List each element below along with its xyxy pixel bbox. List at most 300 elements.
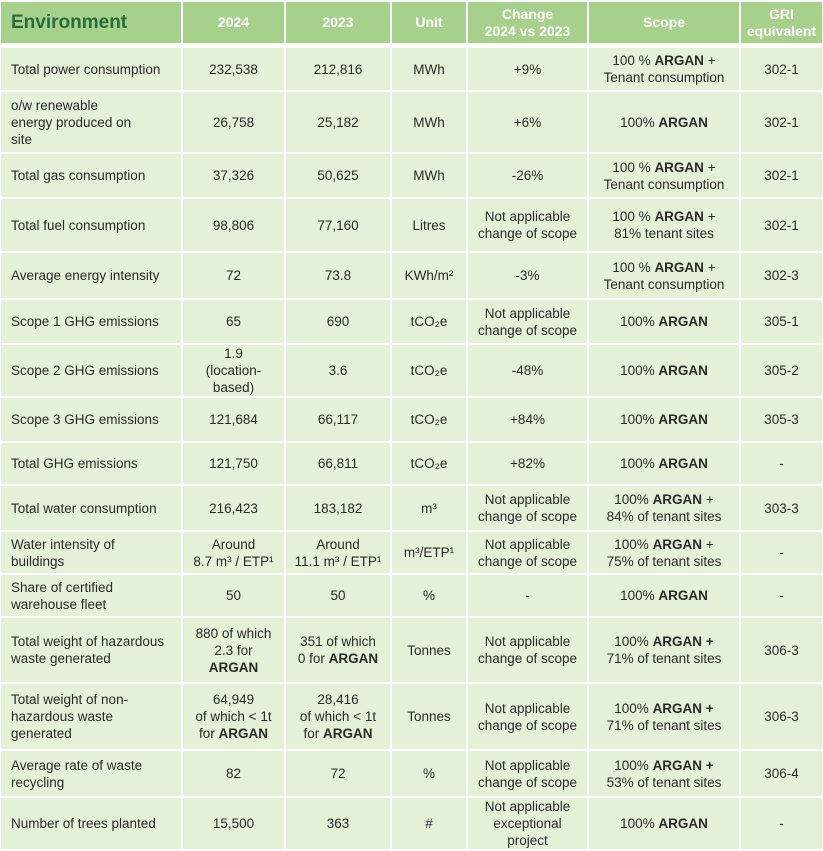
change-cell bbox=[467, 797, 588, 850]
scope-text: + bbox=[703, 53, 716, 68]
gri-line: 302-3 bbox=[764, 268, 799, 283]
value-2024-cell bbox=[182, 531, 285, 574]
change-line: +9% bbox=[513, 61, 542, 77]
scope-line bbox=[612, 209, 715, 224]
value-2024-line: 26,758 bbox=[212, 114, 255, 130]
change-line: change of scope bbox=[477, 717, 578, 733]
gri-line: 303-3 bbox=[764, 500, 799, 516]
scope-line bbox=[607, 775, 722, 790]
scope-line bbox=[604, 70, 725, 85]
unit-line: MWh bbox=[413, 168, 445, 183]
value-2024-line: Around bbox=[211, 536, 256, 552]
gri-cell bbox=[740, 344, 822, 397]
scope-text: Tenant consumption bbox=[603, 70, 725, 85]
unit-cell bbox=[391, 442, 467, 485]
change-line: Not applicable bbox=[484, 700, 571, 716]
scope-line bbox=[614, 634, 713, 649]
table-row bbox=[1, 617, 822, 683]
indicator-cell bbox=[1, 198, 182, 252]
scope-cell bbox=[588, 531, 740, 574]
gri-line: 305-1 bbox=[764, 314, 799, 329]
indicator-line: Water intensity of bbox=[11, 536, 115, 552]
argan-emphasis: ARGAN bbox=[218, 726, 268, 741]
scope-text: 100% bbox=[614, 757, 653, 773]
scope-text: 100% bbox=[620, 588, 659, 603]
scope-cell bbox=[588, 750, 740, 797]
header-change-line2: 2024 vs 2023 bbox=[484, 22, 571, 39]
table-row bbox=[1, 344, 822, 397]
value-2023-cell bbox=[285, 344, 391, 397]
scope-text: 100 % bbox=[612, 53, 655, 68]
value-2024-cell bbox=[182, 91, 285, 153]
indicator-cell bbox=[1, 48, 182, 91]
scope-text: 100 % bbox=[612, 209, 655, 224]
unit-cell bbox=[391, 574, 467, 617]
unit-cell bbox=[391, 617, 467, 683]
change-cell bbox=[467, 91, 588, 153]
unit-line: tCO₂e bbox=[410, 412, 448, 427]
scope-line bbox=[612, 160, 715, 175]
gri-line: - bbox=[779, 588, 784, 603]
value-2023-line bbox=[300, 634, 376, 649]
change-cell bbox=[467, 485, 588, 531]
value-2023-line: 50,625 bbox=[317, 168, 359, 183]
change-cell bbox=[467, 198, 588, 252]
indicator-line: energy produced on bbox=[11, 114, 132, 130]
indicator-line: Total weight of hazardous bbox=[11, 634, 165, 649]
scope-line bbox=[607, 554, 722, 569]
indicator-line: Total water consumption bbox=[11, 500, 157, 516]
change-line: exceptional project bbox=[493, 816, 562, 848]
value-2024-line: 98,806 bbox=[212, 217, 255, 233]
argan-emphasis: ARGAN bbox=[658, 456, 708, 471]
value-2023-text: 28,416 bbox=[317, 692, 359, 707]
gri-cell bbox=[740, 683, 822, 750]
scope-line bbox=[620, 314, 708, 329]
argan-emphasis: ARGAN + bbox=[652, 757, 714, 773]
argan-emphasis: ARGAN bbox=[658, 363, 708, 378]
change-line: -3% bbox=[515, 268, 540, 283]
unit-cell bbox=[391, 299, 467, 344]
argan-emphasis: ARGAN bbox=[658, 588, 708, 603]
indicator-line: recycling bbox=[11, 774, 65, 790]
indicator-cell bbox=[1, 617, 182, 683]
unit-cell bbox=[391, 344, 467, 397]
unit-line: m³ bbox=[421, 500, 437, 516]
scope-line bbox=[620, 115, 708, 130]
unit-line: % bbox=[422, 766, 435, 781]
header-change-line1: Change bbox=[501, 5, 554, 22]
scope-text: 100% bbox=[614, 492, 653, 507]
scope-line bbox=[614, 758, 713, 773]
change-cell bbox=[467, 344, 588, 397]
change-line: Not applicable bbox=[484, 634, 571, 649]
gri-line: 305-3 bbox=[764, 412, 799, 427]
value-2024-cell bbox=[182, 442, 285, 485]
unit-line: % bbox=[422, 588, 435, 603]
value-2023-cell bbox=[285, 617, 391, 683]
argan-emphasis: ARGAN bbox=[652, 536, 703, 552]
table-row bbox=[1, 299, 822, 344]
value-2024-cell bbox=[182, 252, 285, 299]
unit-cell bbox=[391, 153, 467, 198]
indicator-cell bbox=[1, 397, 182, 442]
scope-text: 100% bbox=[620, 363, 659, 378]
value-2024-line: 216,423 bbox=[209, 500, 258, 516]
scope-text: + bbox=[703, 209, 716, 224]
change-line: -48% bbox=[511, 363, 544, 378]
value-2024-line bbox=[213, 692, 254, 707]
indicator-cell bbox=[1, 442, 182, 485]
change-line: change of scope bbox=[477, 226, 578, 241]
scope-line bbox=[620, 412, 708, 427]
value-2023-line: 183,182 bbox=[313, 500, 363, 516]
value-2024-line bbox=[196, 626, 272, 641]
value-2023-line: 66,811 bbox=[317, 456, 359, 471]
scope-cell bbox=[588, 153, 740, 198]
scope-cell bbox=[588, 91, 740, 153]
unit-line: tCO₂e bbox=[410, 456, 448, 471]
value-2024-text: of which < 1t bbox=[195, 709, 272, 724]
gri-line: 306-3 bbox=[764, 709, 799, 724]
change-line: Not applicable bbox=[484, 305, 571, 321]
value-2024-line: 121,684 bbox=[209, 412, 258, 427]
value-2023-text: for bbox=[303, 726, 323, 741]
indicator-cell bbox=[1, 344, 182, 397]
scope-text: 100% bbox=[614, 536, 653, 552]
change-cell bbox=[467, 153, 588, 198]
indicator-line: site bbox=[11, 131, 33, 147]
scope-line bbox=[614, 537, 713, 552]
value-2024-cell bbox=[182, 153, 285, 198]
indicator-line: hazardous waste bbox=[11, 709, 114, 724]
change-line: change of scope bbox=[477, 509, 578, 524]
scope-line bbox=[614, 492, 713, 507]
value-2023-cell bbox=[285, 531, 391, 574]
change-line: Not applicable bbox=[484, 209, 571, 224]
indicator-cell bbox=[1, 531, 182, 574]
value-2023-cell bbox=[285, 574, 391, 617]
scope-text: 100% bbox=[620, 114, 659, 130]
table-row bbox=[1, 797, 822, 850]
value-2024-line: 1.9 bbox=[224, 346, 243, 361]
indicator-cell bbox=[1, 252, 182, 299]
value-2023-line: 690 bbox=[326, 314, 350, 329]
gri-cell bbox=[740, 442, 822, 485]
gri-cell bbox=[740, 48, 822, 91]
argan-emphasis: ARGAN bbox=[323, 726, 373, 741]
unit-cell bbox=[391, 797, 467, 850]
argan-emphasis: ARGAN bbox=[652, 492, 703, 507]
scope-cell bbox=[588, 299, 740, 344]
value-2024-cell bbox=[182, 344, 285, 397]
scope-cell bbox=[588, 252, 740, 299]
scope-line bbox=[612, 260, 715, 275]
unit-cell bbox=[391, 485, 467, 531]
scope-text: 84% of tenant sites bbox=[606, 509, 722, 524]
scope-text: 100 % bbox=[612, 259, 655, 275]
indicator-line: warehouse fleet bbox=[11, 596, 107, 612]
scope-cell bbox=[588, 442, 740, 485]
unit-cell bbox=[391, 198, 467, 252]
change-cell bbox=[467, 48, 588, 91]
change-line: - bbox=[525, 588, 530, 603]
change-cell bbox=[467, 397, 588, 442]
change-line: +84% bbox=[510, 412, 545, 427]
value-2023-cell bbox=[285, 442, 391, 485]
change-line: change of scope bbox=[477, 651, 578, 666]
gri-line: 302-1 bbox=[764, 217, 799, 233]
header-scope: Scope bbox=[588, 2, 740, 43]
value-2023-line: 72 bbox=[330, 766, 346, 781]
gri-cell bbox=[740, 485, 822, 531]
scope-text: 100% bbox=[620, 412, 659, 427]
value-2023-cell bbox=[285, 397, 391, 442]
table-row bbox=[1, 48, 822, 91]
indicator-line: Total gas consumption bbox=[11, 168, 146, 183]
gri-cell bbox=[740, 91, 822, 153]
scope-cell bbox=[588, 397, 740, 442]
value-2024-line: 121,750 bbox=[209, 456, 258, 471]
gri-cell bbox=[740, 797, 822, 850]
value-2024-line: 8.7 m³ / ETP¹ bbox=[193, 553, 274, 569]
value-2024-cell bbox=[182, 617, 285, 683]
value-2024-cell bbox=[182, 299, 285, 344]
value-2023-text: of which < 1t bbox=[299, 709, 377, 724]
unit-line: Tonnes bbox=[407, 709, 451, 724]
value-2023-line bbox=[300, 709, 376, 724]
scope-text: 100% bbox=[614, 634, 653, 649]
table-row bbox=[1, 750, 822, 797]
change-cell bbox=[467, 531, 588, 574]
gri-line: 302-1 bbox=[764, 61, 799, 77]
scope-cell bbox=[588, 198, 740, 252]
scope-text: Tenant consumption bbox=[603, 276, 725, 292]
value-2024-line bbox=[214, 643, 252, 658]
scope-cell bbox=[588, 617, 740, 683]
unit-line: MWh bbox=[413, 61, 445, 77]
change-line: Not applicable bbox=[484, 536, 571, 552]
indicator-cell bbox=[1, 91, 182, 153]
change-line: Not applicable bbox=[484, 799, 571, 814]
indicator-cell bbox=[1, 797, 182, 850]
gri-line: - bbox=[779, 816, 784, 831]
value-2023-line: 212,816 bbox=[313, 61, 363, 77]
value-2024-line bbox=[199, 726, 268, 741]
scope-cell bbox=[588, 344, 740, 397]
value-2023-text: 0 for bbox=[297, 651, 329, 666]
argan-emphasis: ARGAN bbox=[208, 659, 259, 675]
scope-cell bbox=[588, 48, 740, 91]
indicator-line: Total GHG emissions bbox=[11, 456, 138, 471]
value-2023-cell bbox=[285, 48, 391, 91]
change-line: +6% bbox=[513, 114, 542, 130]
value-2023-line: 25,182 bbox=[317, 114, 359, 130]
scope-line bbox=[604, 277, 725, 292]
unit-line: MWh bbox=[413, 114, 445, 130]
argan-emphasis: ARGAN bbox=[654, 259, 704, 275]
change-cell bbox=[467, 617, 588, 683]
indicator-line: Scope 1 GHG emissions bbox=[11, 314, 159, 329]
scope-text: 71% of tenant sites bbox=[606, 717, 722, 733]
table-row bbox=[1, 485, 822, 531]
scope-cell bbox=[588, 485, 740, 531]
unit-line: KWh/m² bbox=[404, 268, 454, 283]
value-2024-cell bbox=[182, 683, 285, 750]
scope-text: 71% of tenant sites bbox=[606, 651, 722, 666]
value-2024-cell bbox=[182, 198, 285, 252]
change-line: change of scope bbox=[477, 553, 578, 569]
value-2024-cell bbox=[182, 797, 285, 850]
header-row bbox=[1, 2, 822, 43]
argan-emphasis: ARGAN bbox=[654, 209, 704, 224]
unit-cell bbox=[391, 531, 467, 574]
value-2023-text: 351 of which bbox=[300, 634, 376, 649]
header-gri-line1: GRI bbox=[769, 5, 794, 22]
scope-line bbox=[614, 701, 713, 716]
gri-line: 306-3 bbox=[764, 642, 799, 658]
indicator-line: buildings bbox=[11, 553, 65, 569]
scope-text: 100% bbox=[614, 700, 653, 716]
gri-line: 302-1 bbox=[764, 114, 799, 130]
indicator-line: generated bbox=[11, 726, 72, 741]
scope-line bbox=[607, 509, 722, 524]
unit-line: tCO₂e bbox=[410, 314, 448, 329]
value-2024-text: 64,949 bbox=[212, 692, 255, 707]
argan-emphasis: ARGAN bbox=[658, 314, 708, 329]
value-2023-cell bbox=[285, 485, 391, 531]
value-2024-line: based) bbox=[212, 380, 255, 395]
unit-line: # bbox=[425, 816, 433, 831]
value-2023-cell bbox=[285, 198, 391, 252]
gri-line: - bbox=[779, 545, 784, 560]
indicator-cell bbox=[1, 299, 182, 344]
scope-text: 75% of tenant sites bbox=[606, 553, 722, 569]
argan-emphasis: ARGAN + bbox=[652, 634, 714, 649]
scope-text: + bbox=[702, 492, 714, 507]
gri-cell bbox=[740, 397, 822, 442]
unit-cell bbox=[391, 683, 467, 750]
value-2024-line: 15,500 bbox=[212, 816, 255, 831]
value-2024-line bbox=[209, 660, 259, 675]
gri-cell bbox=[740, 153, 822, 198]
gri-cell bbox=[740, 750, 822, 797]
change-line: Not applicable bbox=[484, 757, 571, 773]
value-2023-cell bbox=[285, 797, 391, 850]
table-row bbox=[1, 531, 822, 574]
value-2023-line: 73.8 bbox=[324, 268, 352, 283]
value-2023-cell bbox=[285, 252, 391, 299]
value-2024-text: 2.3 for bbox=[214, 642, 253, 658]
gri-line: 305-2 bbox=[764, 363, 799, 378]
environment-table bbox=[1, 2, 822, 851]
unit-cell bbox=[391, 252, 467, 299]
indicator-cell bbox=[1, 750, 182, 797]
scope-text: + bbox=[703, 159, 716, 175]
indicator-line: o/w renewable bbox=[11, 97, 99, 113]
indicator-line: Total weight of non- bbox=[11, 692, 129, 707]
header-environment: Environment bbox=[1, 2, 182, 43]
unit-cell bbox=[391, 397, 467, 442]
value-2023-cell bbox=[285, 750, 391, 797]
change-line: change of scope bbox=[477, 322, 578, 338]
indicator-line: Total power consumption bbox=[11, 61, 161, 77]
scope-line bbox=[620, 363, 708, 378]
value-2023-cell bbox=[285, 683, 391, 750]
scope-line bbox=[614, 226, 714, 241]
value-2023-cell bbox=[285, 91, 391, 153]
indicator-cell bbox=[1, 574, 182, 617]
indicator-line: Average energy intensity bbox=[11, 268, 160, 283]
scope-text: 53% of tenant sites bbox=[606, 774, 722, 790]
value-2024-cell bbox=[182, 48, 285, 91]
indicator-line: Average rate of waste bbox=[11, 757, 143, 773]
table-row bbox=[1, 91, 822, 153]
change-line: +82% bbox=[510, 456, 545, 471]
change-cell bbox=[467, 750, 588, 797]
value-2024-line: (location- bbox=[205, 363, 262, 378]
gri-cell bbox=[740, 531, 822, 574]
value-2024-cell bbox=[182, 574, 285, 617]
value-2024-cell bbox=[182, 485, 285, 531]
indicator-cell bbox=[1, 683, 182, 750]
indicator-line: Scope 3 GHG emissions bbox=[11, 412, 159, 427]
scope-line bbox=[607, 718, 722, 733]
value-2024-line: 72 bbox=[225, 268, 242, 283]
value-2024-text: for bbox=[198, 726, 219, 741]
scope-text: 100% bbox=[620, 314, 659, 329]
header-gri bbox=[740, 2, 822, 43]
change-cell bbox=[467, 574, 588, 617]
table-row bbox=[1, 153, 822, 198]
argan-emphasis: ARGAN bbox=[654, 159, 704, 175]
unit-cell bbox=[391, 48, 467, 91]
header-2023: 2023 bbox=[285, 2, 391, 43]
table-row bbox=[1, 574, 822, 617]
value-2023-cell bbox=[285, 153, 391, 198]
scope-line bbox=[620, 588, 708, 603]
scope-cell bbox=[588, 797, 740, 850]
gri-cell bbox=[740, 198, 822, 252]
value-2023-cell bbox=[285, 299, 391, 344]
table-row bbox=[1, 397, 822, 442]
scope-text: 100% bbox=[620, 816, 659, 831]
scope-text: Tenant consumption bbox=[603, 176, 725, 192]
value-2024-cell bbox=[182, 397, 285, 442]
value-2023-line: 50 bbox=[330, 588, 346, 603]
value-2023-line: Around bbox=[316, 536, 360, 552]
value-2023-line bbox=[317, 692, 358, 707]
scope-line bbox=[612, 53, 715, 68]
value-2023-line: 77,160 bbox=[317, 217, 359, 233]
value-2024-line bbox=[195, 709, 271, 724]
argan-emphasis: ARGAN bbox=[658, 412, 708, 427]
indicator-cell bbox=[1, 485, 182, 531]
indicator-line: Total fuel consumption bbox=[11, 217, 146, 233]
argan-emphasis: ARGAN bbox=[328, 651, 379, 666]
gri-cell bbox=[740, 252, 822, 299]
header-2024: 2024 bbox=[182, 2, 285, 43]
change-cell bbox=[467, 442, 588, 485]
scope-line bbox=[620, 456, 708, 471]
gri-cell bbox=[740, 299, 822, 344]
scope-text: 100 % bbox=[612, 159, 655, 175]
gri-line: 302-1 bbox=[764, 168, 799, 183]
gri-line: 306-4 bbox=[764, 766, 799, 781]
indicator-line: Share of certified bbox=[11, 579, 114, 595]
value-2023-line bbox=[298, 651, 378, 666]
argan-emphasis: ARGAN + bbox=[652, 700, 714, 716]
